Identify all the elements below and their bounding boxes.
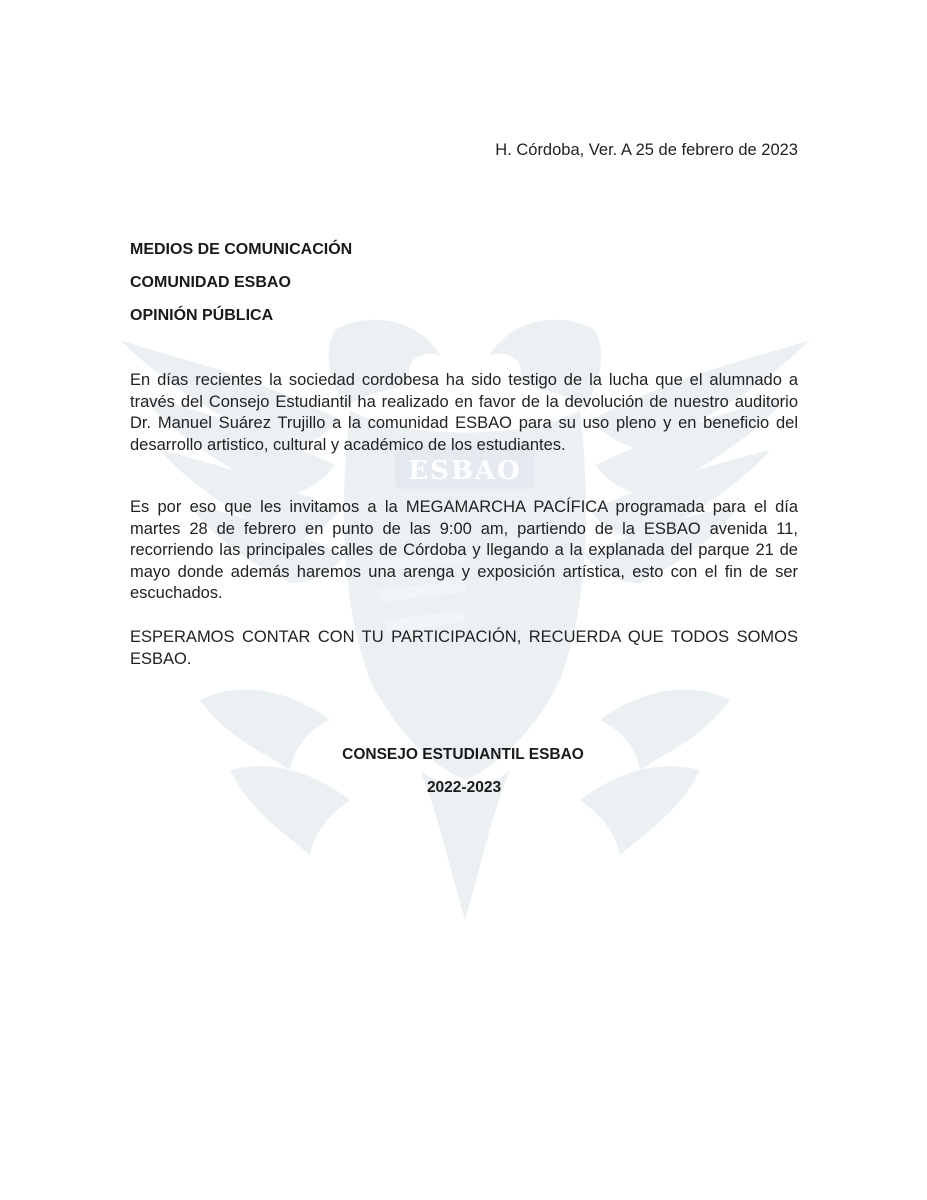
- recipient-list: [130, 240, 352, 339]
- signature-period: 2022-2023: [426, 779, 502, 796]
- recipient-community: COMUNIDAD ESBAO: [130, 274, 291, 291]
- closing-paragraph: ESPERAMOS CONTAR CON TU PARTICIPACIÓN, RECUERDA QUE TODOS SOMOS ESBAO.: [130, 628, 798, 668]
- body-paragraph-2: Es por eso que les invitamos a la MEGAMARCHA PACÍFICA programada para el día martes 28 de febrero en punto de las 9:00 am, partiendo de la ESBAO avenida 11, recorriendo las principales calles de Córdoba y llegando a la explanada del parque 21 de mayo donde además haremos una arenga y exposición artística, esto con el fin de ser escuchados.: [130, 498, 798, 602]
- recipient-public-opinion: OPINIÓN PÚBLICA: [130, 307, 274, 324]
- signature-organization: CONSEJO ESTUDIANTIL ESBAO: [342, 746, 584, 763]
- body-paragraph-1: En días recientes la sociedad cordobesa ha sido testigo de la lucha que el alumnado a través del Consejo Estudiantil ha realizado en favor de la devolución de nuestro auditorio Dr. Manuel Suárez Trujillo a la comunidad ESBAO para su uso pleno y en beneficio del desarrollo artistico, cultural y académico de los estudiantes.: [130, 371, 798, 454]
- date-line: H. Córdoba, Ver. A 25 de febrero de 2023: [495, 141, 798, 159]
- watermark-banner-text: ESBAO: [408, 456, 522, 486]
- recipient-media: MEDIOS DE COMUNICACIÓN: [130, 241, 353, 258]
